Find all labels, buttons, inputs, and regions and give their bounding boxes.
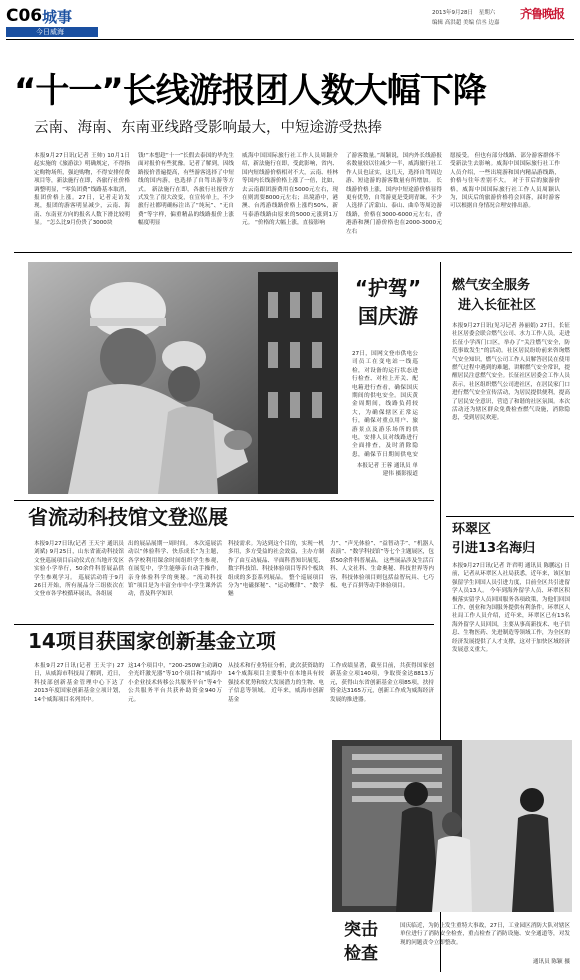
lead-column-1: 本报9月27日讯(记者 王帅) 10月1日起实施的《旅游法》明确规定，不得指定购物场所，强迫购物，不得安排付费项目等，新法施行在即，各旅行社价格调整明显，“零负团费”线路基本取消，报团价格上涨。27日，记者走访发现，报团的游客明显减少，云南、海南、东南亚方向的报名人数下滑比较明显。 “怎么比9月份贵了3000块 <box>34 153 130 227</box>
header-editors: 编辑 高洪超 美编 信丞 边嘉 <box>432 20 500 26</box>
huancui-body: 本报9月27日讯(记者 许君明 通讯员 陈鹏远) 日前，记者从环翠区人社局获悉，近年来，该区加强留学生回国人员引进力度，目前全区共引进留学人员13人。 今年到海外留学人员、环翠区积极落实留学人员回国服务各项政策，为他们回国工作、创业和为国服务提供有利条件。环翠区人社局工作人员介绍，近年来，环翠区已有13名海外留学人员回国，主要从事高新技术、电子信息、生物医药、先进制造等领域工作，为全区的经济发展提供了人才支撑，这对于加快区域经济发展意义重大。 <box>452 563 570 654</box>
inspection-credit: 通讯员 陈颖 摄 <box>532 959 570 965</box>
lead-column-2: 钱!”本想趁“十一”长假去泰国的毕先生面对报价有些犹豫。记者了解到，因线路报价普遍提高，有些游客选择了中短线的国内游，也选择了自驾出游等方式。 新法施行在即，各旅行社报价方式发生了很大改变，在宣传单上，不少旅行社都明确标注出了“纯玩”、“无自费”等字样，偏重精品的线路报价上涨幅度明显 <box>138 153 234 227</box>
exhibit-column-2: 出的展品展期一周时间。 本次巡展活动以“体验科学、快乐成长”为主题，各学校利用课余时间组织学生参观，在展览中，学生能够亲自动手操作，亲身体验科学的奥秘。“流动科技馆”项目是为丰富全市中小学生课外活动，普及科学知识 <box>128 541 222 598</box>
lead-subheadline: 云南、海南、东南亚线路受影响最大，中短途游受热捧 <box>34 120 382 136</box>
exhibit-column-4: 力”、“声光体验”、“益智动手”、“机器人表演”、“数学科技馆”等七个主题展区，包括50余件科普展品。 这些展品涉及生活百科、人文社科、生命奥秘、科技世界等内容，科技体验项目则包括益智玩具、七巧板、电子百拼等动手体验项目。 <box>330 541 434 590</box>
gas-headline-line-2: 进入长征社区 <box>458 298 537 313</box>
protect-holiday-body: 27日，国网文登市供电公司员工在变电站一线巡检，对设备的运行状态进行检查、对柱上开关、配电箱进行查看，确保国庆期间的供电安全。国庆黄金周期间，线路负荷较大，为确保辖区正常运行，确保对重点用户、旅游景点及游乐场所的供电，安排人员对线路进行全面排查，及时消除隐患，确保节日期间供电安 <box>352 351 418 458</box>
protect-holiday-title <box>352 274 424 330</box>
date-text: 2013年9月28日 <box>432 10 473 16</box>
fund-column-2: 这14个项目中，“200-250W主动调Q全光纤激光器”等10个项目和“威海中小企业技术转移公共服务平台”等4个公共服务平台共获补助资金940万元。 <box>128 663 222 703</box>
huancui-headline-line-2: 引进13名海归 <box>452 541 536 556</box>
inspection-title-line-1: 突击 <box>344 920 378 940</box>
header-date <box>432 8 522 16</box>
power-workers-photo <box>28 262 338 494</box>
inspection-caption: 国庆临近，为防止发生重特大事故，27日，工业园区消防大队对辖区单位进行了消防安全检查，重点检查了消防设施、安全通道等，对发现的问题责令立即整改。 <box>400 923 570 946</box>
exhibit-headline: 省流动科技馆文登巡展 <box>28 505 228 529</box>
gas-headline-line-1: 燃气安全服务 <box>452 278 531 293</box>
subsection-label: 今日威海 <box>36 28 64 36</box>
exhibit-top-rule <box>14 500 434 501</box>
inspection-illustration <box>332 740 572 912</box>
lead-column-5: 愿接受。 但也有部分线路、部分游客群体不受新法生去影响。威海中国国际旅行社工作人员介绍，一些出境游和国内精品游线路，价格与往年差别不大。 对于节后的旅游价格，威海中国国际旅行社工作人员周颖认为，国庆后的旅游价格将会回落，届时游客可以根据自身情况合理安排出游。 <box>450 153 560 210</box>
huancui-headline <box>452 520 572 558</box>
header-rule <box>6 39 574 40</box>
subsection-bar <box>6 27 98 37</box>
lead-headline: “十一”长线游报团人数大幅下降 <box>14 71 486 111</box>
fund-top-rule <box>14 624 434 625</box>
huancui-headline-line-1: 环翠区 <box>452 522 492 537</box>
gas-safety-headline <box>452 276 572 316</box>
paper-logo: 齐鲁晚报 <box>520 7 565 21</box>
inspection-title-line-2: 检查 <box>344 944 378 964</box>
lead-bottom-rule <box>14 252 572 253</box>
fund-column-4: 工作成绩显著，截至目前，共获得国家创新基金立项140项，争取资金达8813万元，获得山东省创新基金立项85项，扶持资金达3165万元，创新工作成为威海经济发展的推进器。 <box>330 663 434 703</box>
caption-title-line-2: 国庆游 <box>358 304 418 328</box>
fund-headline: 14项目获国家创新基金立项 <box>28 629 276 653</box>
fire-inspection-photo <box>332 740 572 912</box>
inspection-title <box>330 918 392 966</box>
section-title: 城事 <box>42 8 73 26</box>
caption-title-line-1: “护驾” <box>354 276 422 300</box>
fund-column-1: 本报9月27日讯(记者 王天宇) 27日，从威海市科技局了解到，近日，科技部创新基金管理中心下达了2013年度国家创新基金立项计划，14个威海项目名列其中。 <box>34 663 124 703</box>
protect-holiday-credit: 本报记者 王蓉 通讯员 单建伟 摄影报道 <box>356 463 418 478</box>
page-header <box>0 0 580 40</box>
exhibit-column-3: 科技需求。为达到这个目的，实现一机多用，多方受益的社会效益，主办方制作了由互动展品、平面科普知识展览、数字科技馆、科技体验项目等四个板块组成的多套系列展品。 整个巡展项目分为“电磁探秘”、“运动概律”、“数学魅 <box>228 541 324 598</box>
lead-column-3: 威海中国国际旅行社工作人员周颖介绍，新法施行在即，受此影响，省内、国内短线游价格相对不大，云南、桂林等国内长线游价格上涨了一倍，比如，去云南跟团游费用在5000元左右，现在则需要8000元左右；出境游中，港澳、台湾游线路价格上涨约50%，新马泰游线路由原来的5000元涨到1万元。 “价格的大幅上涨，直接影响 <box>242 153 338 227</box>
photo-illustration <box>28 262 338 494</box>
gas-safety-body: 本报9月27日讯(见习记者 孙丽娟) 27日，长征社区居委会联合燃气公司、水力工作人员，走进长征小学西门口区，举办了“关注燃气安全，防范事故发生”的活动。社区居民纷纷前来咨询燃气安全知识，燃气公司工作人员解答居民在使用燃气过程中遇到的难题，讲解燃气安全常识，提醒居民注意燃气安全。长征社区居委会工作人员表示，社区组织燃气公司进社区，在居民家门口进行燃气安全宣传活动，为居民提供便利，提高了居民安全意识，营造了和谐的社区氛围。本次活动还为辖区群众免费检查燃气设施，消除隐患，受到居民欢迎。 <box>452 323 570 422</box>
page-number: C06 <box>6 6 43 26</box>
fund-column-3: 从技术和行业特征分析，此次获资助的14个威海项目主要集中在本地具有较强技术优势和较大发展潜力的生物、电子信息等领域。 近年来，威海市创新基金 <box>228 663 324 703</box>
exhibit-column-1: 本报9月27日讯(记者 王天宇 通讯员 刘斌) 9月25日，山东省流动科技馆文登巡展项目启动仪式在当地开发区实验小学举行，50余件科普展品供学生参观学习。 巡展活动将于9月26日开始，所有展品分三组依次在文登市各学校循环展出，各组展 <box>34 541 124 598</box>
lead-column-4: 了游客数量。”周颖说，国内外长线游报名数量较以往减少一半，威海旅行社工作人员也证实，这几天，选择自驾周边游、短途游的游客数量有所增加。 长线游价格上涨，国内中短途游价格显得更有优势，自驾游更是受到青睐。不少人选择了沂蒙山、泰山、曲阜等周边游线路，价格在3000-6000元左右，香港游和澳门游价格也在2000-3000元左右 <box>346 153 442 235</box>
right-mid-rule <box>446 516 574 517</box>
weekday-text: 星期六 <box>478 10 496 16</box>
